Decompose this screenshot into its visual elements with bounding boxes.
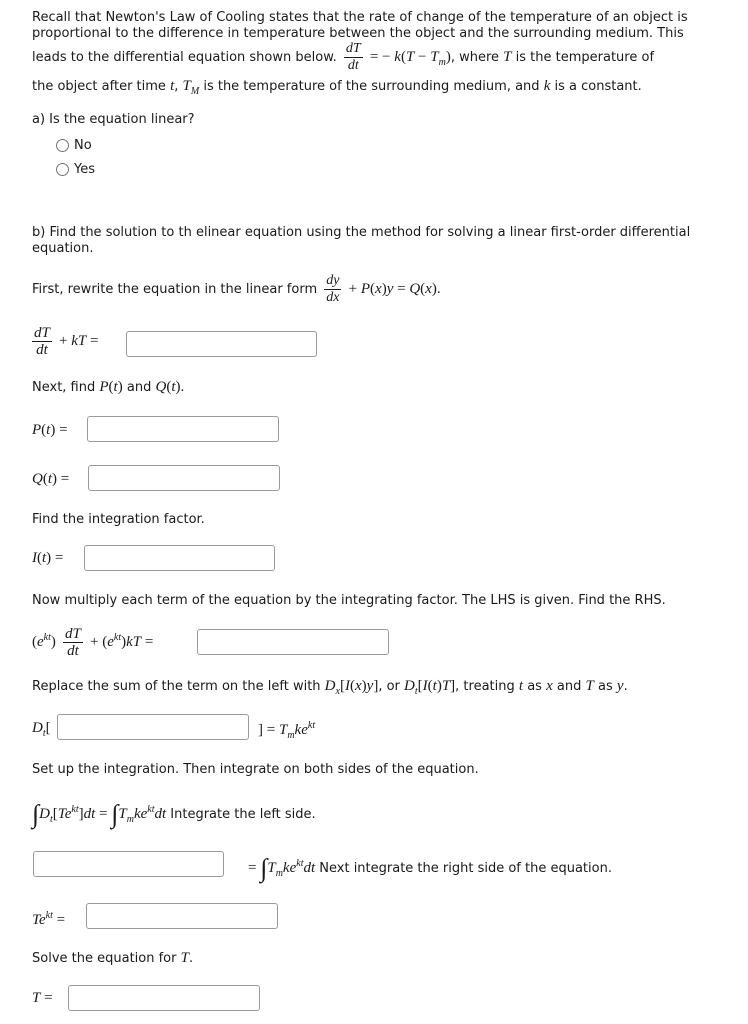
i-t-label: I(t) =: [32, 550, 64, 566]
rewrite-equation-label: $\frac{dT}{dt}$ + kT =: [34, 325, 99, 358]
rewrite-equation-input[interactable]: [126, 331, 317, 357]
find-p-q-instruction: Next, find P(t) and Q(t).: [32, 379, 185, 395]
integral-setup: $\int D_t[Te^{kt}]dt = \int T_mke^{kt}dt$ Integrate the left side.: [32, 799, 316, 829]
t-label: T =: [32, 990, 53, 1006]
intro-line-2: proportional to the difference in temperature between the object and the surrounding medium. This: [32, 26, 684, 41]
part-b-line-1: b) Find the solution to th elinear equation using the method for solving a linear first-order differential: [32, 225, 691, 240]
intro-line-3: leads to the differential equation shown below. $\frac{dT}{dt}$ = − $k(T - T_m)$, where T is the temperature of: [32, 41, 655, 73]
i-t-input[interactable]: [84, 545, 275, 571]
q-t-input[interactable]: [88, 465, 280, 491]
part-b-line-2: equation.: [32, 241, 94, 256]
solve-instruction: Solve the equation for T.: [32, 950, 194, 966]
intro-line-4: the object after time t, $T_M$ is the temperature of the surrounding medium, and k is a constant.: [32, 78, 642, 97]
te-kt-input[interactable]: [86, 903, 278, 929]
radio-circle-icon[interactable]: [56, 163, 69, 176]
integration-factor-instruction: Find the integration factor.: [32, 512, 205, 527]
part-a-question: a) Is the equation linear?: [32, 112, 195, 127]
setup-instruction: Set up the integration. Then integrate on both sides of the equation.: [32, 762, 479, 777]
left-integral-input[interactable]: [33, 851, 224, 877]
radio-no-label: No: [74, 138, 92, 153]
q-t-label: Q(t) =: [32, 471, 70, 487]
multiply-instruction: Now multiply each term of the equation by the integrating factor. The LHS is given. Find the RHS.: [32, 593, 666, 608]
t-input[interactable]: [68, 985, 260, 1011]
p-t-label: P(t) =: [32, 422, 68, 438]
radio-no[interactable]: [56, 138, 92, 153]
multiplied-equation-label: $(e^{kt})$ $\frac{dT}{dt}$ + $(e^{kt})kT$ =: [32, 626, 154, 659]
derivative-label: $D_t$[: [32, 720, 51, 739]
radio-circle-icon[interactable]: [56, 139, 69, 152]
linear-form-instruction: First, rewrite the equation in the linear form $\frac{dy}{dx}$ + P(x)y = Q(x).: [32, 273, 441, 305]
replace-instruction: Replace the sum of the term on the left with $D_x[I(x)y]$, or $D_t[I(t)T]$, treating t as x and T as y.: [32, 678, 628, 697]
derivative-rhs: ] = $T_mke^{kt}$: [258, 720, 316, 741]
p-t-input[interactable]: [87, 416, 279, 442]
derivative-input[interactable]: [57, 714, 249, 740]
right-integral: = $\int T_mke^{kt}dt$ Next integrate the right side of the equation.: [248, 853, 612, 883]
multiplied-rhs-input[interactable]: [197, 629, 389, 655]
te-kt-label: $Te^{kt}$ =: [32, 910, 66, 928]
radio-yes-label: Yes: [74, 162, 95, 177]
radio-yes[interactable]: [56, 162, 95, 177]
intro-line-1: Recall that Newton's Law of Cooling states that the rate of change of the temperature of an object is: [32, 10, 688, 25]
